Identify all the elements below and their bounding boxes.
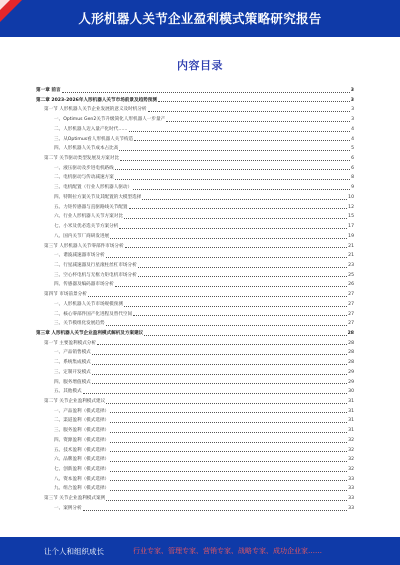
toc-entry-page: 33 bbox=[348, 505, 354, 511]
toc-entry[interactable] bbox=[36, 125, 354, 135]
toc-leader-dots bbox=[148, 111, 351, 112]
toc-leader-dots bbox=[83, 510, 348, 511]
toc-entry[interactable] bbox=[36, 290, 354, 300]
toc-entry-title: 一、Optimus Gen2关节升级简化人形机器人一步量产 bbox=[54, 117, 166, 123]
toc-leader-dots bbox=[106, 325, 348, 326]
toc-entry[interactable] bbox=[36, 455, 354, 465]
toc-leader-dots bbox=[110, 471, 347, 472]
toc-entry[interactable] bbox=[36, 135, 354, 145]
toc-leader-dots bbox=[144, 335, 346, 336]
report-title: 人形机器人关节企业盈利模式策略研究报告 bbox=[78, 11, 322, 26]
toc-entry-page: 10 bbox=[348, 194, 354, 200]
toc-entry-page: 27 bbox=[348, 321, 354, 327]
toc-entry-page: 3 bbox=[351, 117, 354, 123]
toc-entry-page: 31 bbox=[348, 399, 354, 404]
toc-entry-title: 第一节 人形机器人关节企业发展的意义及时机分析 bbox=[44, 107, 147, 113]
toc-entry[interactable] bbox=[36, 164, 354, 174]
toc-leader-dots bbox=[142, 199, 347, 200]
toc-entry-page: 33 bbox=[348, 476, 354, 482]
toc-entry-title: 六、品牌盈利（模式选择） bbox=[54, 457, 110, 463]
page-header bbox=[0, 0, 400, 37]
toc-leader-dots bbox=[110, 480, 347, 481]
toc-entry-title: 二、人形机器人迈入量产化时代…… bbox=[54, 126, 128, 132]
toc-entry-title: 四、特斯拉方案关节及其配置的大模型选择 bbox=[54, 194, 142, 200]
toc-entry[interactable] bbox=[36, 105, 354, 115]
toc-leader-dots bbox=[110, 422, 347, 423]
toc-entry-page: 28 bbox=[348, 350, 354, 356]
toc-entry[interactable] bbox=[36, 193, 354, 203]
toc-entry-page: 32 bbox=[348, 467, 354, 473]
toc-leader-dots bbox=[133, 189, 350, 190]
toc-leader-dots bbox=[124, 218, 347, 219]
toc-entry-title: 第三节 关节企业盈利模式案例 bbox=[44, 496, 106, 502]
toc-entry-page: 27 bbox=[348, 292, 354, 298]
toc-entry-page: 23 bbox=[348, 262, 354, 268]
toc-entry-title: 八、资本盈利（模式选择） bbox=[54, 476, 110, 482]
toc-entry[interactable] bbox=[36, 251, 354, 261]
toc-entry-title: 三、服务盈利（模式选择） bbox=[54, 428, 110, 434]
toc-entry-title: 三、空心杯电机与无框力矩电机市场分析 bbox=[54, 272, 137, 278]
toc-entry-title: 一、案例分析 bbox=[54, 505, 82, 511]
toc-entry-page: 8 bbox=[351, 175, 354, 181]
toc-entry-page: 28 bbox=[348, 340, 354, 346]
toc-entry[interactable] bbox=[36, 368, 354, 378]
toc-entry-page: 6 bbox=[351, 165, 354, 171]
toc-leader-dots bbox=[106, 403, 347, 404]
toc-entry[interactable] bbox=[36, 436, 354, 446]
toc-leader-dots bbox=[110, 451, 347, 452]
toc-entry-title: 七、创新盈利（模式选择） bbox=[54, 467, 110, 473]
toc-leader-dots bbox=[110, 490, 347, 491]
toc-leader-dots bbox=[134, 140, 350, 141]
toc-entry[interactable] bbox=[36, 465, 354, 475]
toc-entry-title: 八、国内关节厂商研发进展 bbox=[54, 233, 110, 239]
toc-entry[interactable] bbox=[36, 212, 354, 222]
toc-entry[interactable] bbox=[36, 115, 354, 125]
toc-entry-title: 一、人形机器人关节市场规模预测 bbox=[54, 301, 123, 307]
toc-entry-title: 一、产品销售模式 bbox=[54, 350, 91, 356]
toc-leader-dots bbox=[106, 257, 348, 258]
toc-leader-dots bbox=[110, 461, 347, 462]
toc-entry[interactable] bbox=[36, 407, 354, 417]
toc-entry-page: 19 bbox=[348, 233, 354, 239]
toc-entry-title: 一、产品盈利（模式选择） bbox=[54, 408, 110, 414]
toc-entry-page: 32 bbox=[348, 447, 354, 453]
toc-entry[interactable] bbox=[36, 358, 354, 368]
toc-leader-dots bbox=[166, 121, 350, 122]
toc-entry-title: 九、组合盈利（模式选择） bbox=[54, 486, 110, 492]
toc-entry-title: 五、其他模式 bbox=[54, 389, 82, 395]
toc-entry-title: 五、技术盈利（模式选择） bbox=[54, 447, 110, 453]
toc-leader-dots bbox=[83, 393, 348, 394]
toc-leader-dots bbox=[110, 432, 347, 433]
toc-entry-page: 28 bbox=[347, 330, 354, 336]
toc-entry[interactable] bbox=[36, 387, 354, 397]
toc-entry-title: 第二节 关节企业盈利模式建议 bbox=[44, 399, 106, 404]
toc-entry[interactable] bbox=[36, 280, 354, 290]
toc-leader-dots bbox=[138, 267, 347, 268]
toc-entry-title: 第二章 2023-2026年人形机器人关节市场前景及趋势预测 bbox=[36, 97, 157, 103]
toc-entry-title: 二、电机驱动与传动减速方案 bbox=[54, 175, 114, 181]
toc-leader-dots bbox=[110, 238, 347, 239]
toc-entry[interactable] bbox=[36, 397, 354, 407]
toc-entry[interactable] bbox=[36, 222, 354, 232]
toc-entry[interactable] bbox=[36, 173, 354, 183]
toc-entry[interactable] bbox=[36, 319, 354, 329]
toc-entry[interactable] bbox=[36, 446, 354, 456]
toc-entry[interactable] bbox=[36, 96, 354, 106]
toc-entry-title: 三、电机配置（行业人形机器人驱动） bbox=[54, 185, 133, 191]
table-of-contents bbox=[36, 86, 354, 514]
toc-entry-title: 四、资源盈利（模式选择） bbox=[54, 437, 110, 443]
toc-entry-title: 二、核心零部件国产化进程及替代空间 bbox=[54, 311, 133, 317]
toc-entry[interactable] bbox=[36, 475, 354, 485]
toc-entry[interactable] bbox=[36, 232, 354, 242]
toc-entry-page: 5 bbox=[351, 146, 354, 152]
toc-leader-dots bbox=[92, 374, 347, 375]
toc-entry-page: 4 bbox=[351, 126, 354, 132]
toc-entry-title: 三、从Optimus看人形机器人关节构造 bbox=[54, 136, 134, 142]
toc-entry-title: 四、传感器及编码器市场分析 bbox=[54, 282, 114, 288]
toc-entry-page: 32 bbox=[348, 457, 354, 463]
toc-entry[interactable] bbox=[36, 339, 354, 349]
toc-entry-title: 三、定制开发模式 bbox=[54, 369, 91, 375]
toc-entry-title: 第三节 人形机器人关节零部件市场分析 bbox=[44, 243, 124, 249]
toc-entry-page: 31 bbox=[348, 418, 354, 424]
toc-leader-dots bbox=[115, 179, 350, 180]
toc-leader-dots bbox=[129, 131, 351, 132]
toc-entry-page: 12 bbox=[348, 204, 354, 210]
toc-entry-page: 3 bbox=[351, 107, 354, 113]
toc-entry-title: 一、谐波减速器市场分析 bbox=[54, 253, 105, 259]
toc-entry-title: 一、液压驱动及步进电机路线 bbox=[54, 165, 114, 171]
toc-entry[interactable] bbox=[36, 416, 354, 426]
toc-leader-dots bbox=[97, 344, 347, 345]
toc-entry-title: 第一章 前言 bbox=[36, 88, 61, 93]
toc-entry-page: 6 bbox=[351, 156, 354, 162]
toc-leader-dots bbox=[133, 315, 347, 316]
toc-entry-title: 第四节 市场前景分析 bbox=[44, 292, 87, 298]
toc-entry-title: 四、服务增值模式 bbox=[54, 379, 91, 385]
toc-entry[interactable] bbox=[36, 484, 354, 494]
toc-entry[interactable] bbox=[36, 271, 354, 281]
toc-entry-page: 17 bbox=[348, 224, 354, 230]
toc-entry[interactable] bbox=[36, 329, 354, 339]
toc-entry-page: 21 bbox=[348, 243, 354, 249]
toc-entry[interactable] bbox=[36, 86, 354, 96]
toc-entry-page: 15 bbox=[348, 214, 354, 220]
toc-entry-page: 4 bbox=[351, 136, 354, 142]
toc-leader-dots bbox=[88, 296, 347, 297]
footer-slogan: 让个人和组织成长 bbox=[44, 547, 104, 556]
footer-experts: 行业专家、管理专家、营销专家、战略专家、成功企业家…… bbox=[133, 547, 322, 555]
toc-leader-dots bbox=[92, 364, 347, 365]
toc-entry-page: 27 bbox=[348, 311, 354, 317]
toc-entry-page: 31 bbox=[348, 408, 354, 414]
toc-leader-dots bbox=[138, 276, 347, 277]
toc-entry[interactable] bbox=[36, 203, 354, 213]
toc-entry-title: 第一节 主要盈利模式分析 bbox=[44, 340, 96, 346]
toc-entry[interactable] bbox=[36, 183, 354, 193]
toc-entry-page: 25 bbox=[348, 272, 354, 278]
toc-entry-page: 32 bbox=[348, 437, 354, 443]
toc-entry-page: 29 bbox=[348, 379, 354, 385]
toc-leader-dots bbox=[115, 286, 347, 287]
toc-entry-title: 三、关节模组化发展趋势 bbox=[54, 321, 105, 327]
toc-entry-title: 二、系统集成模式 bbox=[54, 360, 91, 366]
toc-entry-title: 六、行业人形机器人关节方案对比 bbox=[54, 214, 123, 220]
toc-entry[interactable] bbox=[36, 348, 354, 358]
toc-entry-page: 33 bbox=[348, 486, 354, 492]
toc-leader-dots bbox=[158, 101, 350, 102]
page-footer bbox=[0, 537, 400, 565]
toc-entry-title: 二、渠道盈利（模式选择） bbox=[54, 418, 110, 424]
toc-leader-dots bbox=[119, 228, 347, 229]
toc-entry[interactable] bbox=[36, 154, 354, 164]
toc-entry[interactable] bbox=[36, 426, 354, 436]
toc-entry[interactable] bbox=[36, 310, 354, 320]
toc-entry-title: 四、人形机器人关节成本占比高 bbox=[54, 146, 119, 152]
toc-leader-dots bbox=[110, 412, 347, 413]
toc-entry-title: 五、力矩传感器与直驱路线关节配置 bbox=[54, 204, 128, 210]
toc-entry[interactable] bbox=[36, 494, 354, 504]
toc-leader-dots bbox=[129, 208, 348, 209]
toc-entry-page: 33 bbox=[348, 496, 354, 502]
toc-leader-dots bbox=[119, 150, 350, 151]
toc-entry-page: 9 bbox=[351, 185, 354, 191]
toc-entry-title: 第三章 人形机器人关节企业盈利模式解析及方案建议 bbox=[36, 330, 144, 336]
toc-leader-dots bbox=[115, 169, 350, 170]
toc-entry[interactable] bbox=[36, 261, 354, 271]
toc-entry[interactable] bbox=[36, 300, 354, 310]
toc-heading: 内容目录 bbox=[177, 59, 223, 72]
toc-leader-dots bbox=[92, 383, 347, 384]
toc-entry-page: 31 bbox=[348, 428, 354, 434]
toc-entry[interactable] bbox=[36, 504, 354, 514]
toc-entry-title: 二、行星减速器及行星滚柱丝杠市场分析 bbox=[54, 262, 137, 268]
toc-entry[interactable] bbox=[36, 378, 354, 388]
toc-entry-page: 26 bbox=[348, 282, 354, 288]
toc-entry-page: 29 bbox=[348, 369, 354, 375]
toc-leader-dots bbox=[124, 306, 347, 307]
toc-entry-page: 27 bbox=[348, 301, 354, 307]
toc-entry-title: 第二节 关节驱动类型发展及方案对比 bbox=[44, 156, 119, 162]
toc-leader-dots bbox=[120, 160, 350, 161]
toc-leader-dots bbox=[62, 92, 350, 93]
toc-entry[interactable] bbox=[36, 144, 354, 154]
toc-entry-title: 七、小米及优必选关节方案分析 bbox=[54, 224, 119, 230]
toc-entry-page: 3 bbox=[350, 97, 354, 103]
toc-entry-page: 30 bbox=[348, 389, 354, 395]
toc-entry-page: 3 bbox=[350, 88, 354, 93]
toc-leader-dots bbox=[125, 247, 348, 248]
toc-leader-dots bbox=[92, 354, 347, 355]
toc-entry[interactable] bbox=[36, 242, 354, 252]
toc-entry-page: 28 bbox=[348, 360, 354, 366]
toc-entry-page: 21 bbox=[348, 253, 354, 259]
toc-leader-dots bbox=[110, 442, 347, 443]
toc-leader-dots bbox=[106, 500, 347, 501]
